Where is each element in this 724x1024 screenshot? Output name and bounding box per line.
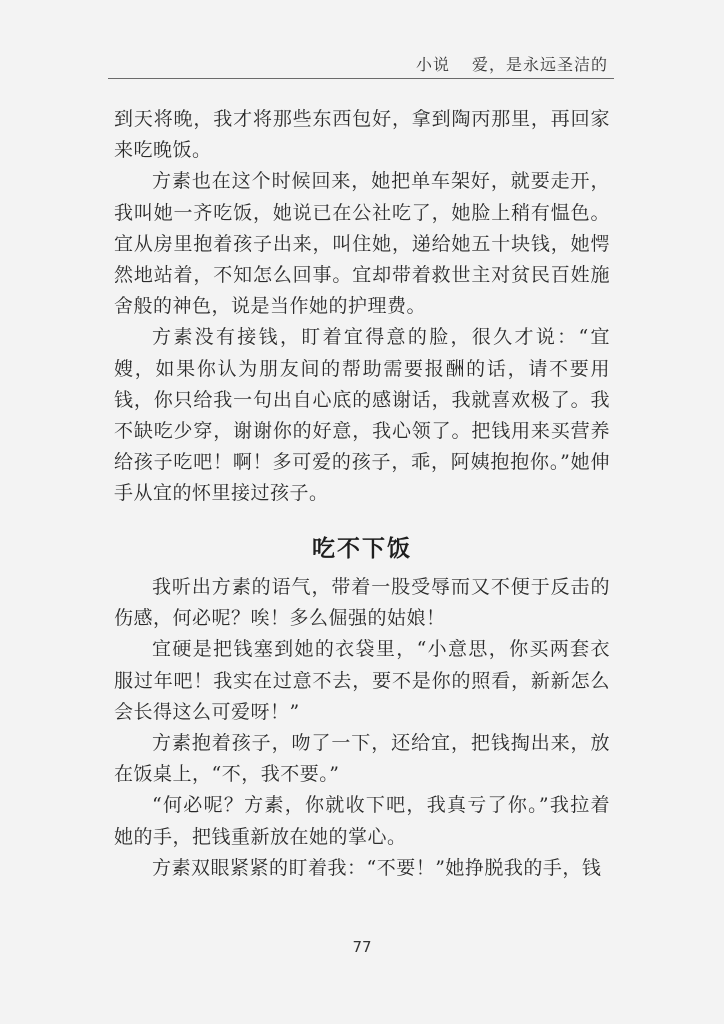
paragraph-4: 我听出方素的语气，带着一股受辱而又不便于反击的伤感，何必呢？唉！多么倔强的姑娘！ [114,576,610,630]
page-number: 77 [352,938,372,956]
header-section-label: 小说 [415,55,450,74]
chapter-title: 吃不下饭 [312,536,412,562]
header-rule [108,78,614,79]
paragraph-6: 方素抱着孩子，吻了一下，还给宜，把钱掏出来，放在饭桌上，“不，我不要。” [114,732,610,786]
paragraph-7: “何必呢？方素，你就收下吧，我真亏了你。”我拉着她的手，把钱重新放在她的掌心。 [114,794,610,848]
paragraph-2: 方素也在这个时候回来，她把单车架好，就要走开，我叫她一齐吃饭，她说已在公社吃了，她脸上稍有愠色。宜从房里抱着孩子出来，叫住她，递给她五十块钱，她愕然地站着，不知怎么回事。宜却带着救世主对贫民百姓施舍般的神色，说是当作她的护理费。 [114,170,610,318]
paragraph-8: 方素双眼紧紧的盯着我：“不要！”她挣脱我的手，钱 [152,856,602,879]
body-text-bottom [114,572,610,884]
running-header [108,52,614,78]
paragraph-3: 方素没有接钱，盯着宜得意的脸，很久才说：“宜嫂，如果你认为朋友间的帮助需要报酬的话，请不要用钱，你只给我一句出自心底的感谢话，我就喜欢极了。我不缺吃少穿，谢谢你的好意，我心领了。把钱用来买营养给孩子吃吧！啊！多可爱的孩子，乖，阿姨抱抱你。”她伸手从宜的怀里接过孩子。 [114,326,610,505]
header-book-title: 爱，是永远圣洁的 [471,55,608,74]
header-text [416,52,608,75]
paragraph-5: 宜硬是把钱塞到她的衣袋里，“小意思，你买两套衣服过年吧！我实在过意不去，要不是你的照看，新新怎么会长得这么可爱呀！” [114,638,610,723]
body-text-top [114,104,610,510]
paragraph-1: 到天将晚，我才将那些东西包好，拿到陶丙那里，再回家来吃晚饭。 [114,108,610,162]
